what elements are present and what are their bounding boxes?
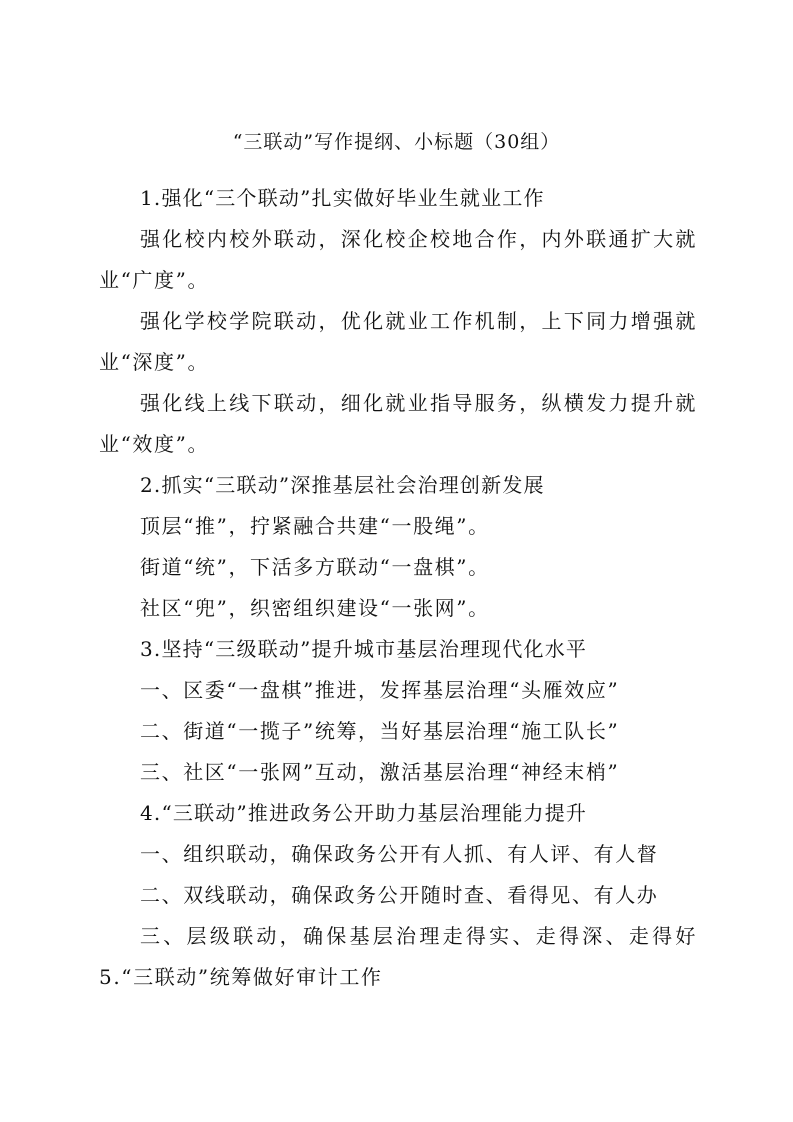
paragraph: 社区“兜”，织密组织建设“一张网”。 bbox=[140, 596, 490, 620]
paragraph: 强化学校学院联动，优化就业工作机制，上下同力增强就业“深度”。 bbox=[99, 309, 697, 374]
paragraph: 一、区委“一盘棋”推进，发挥基层治理“头雁效应” bbox=[140, 678, 620, 702]
paragraph: 强化校内校外联动，深化校企校地合作，内外联通扩大就业“广度”。 bbox=[99, 227, 697, 292]
heading-4: 4.“三联动”推进政务公开助力基层治理能力提升 bbox=[140, 801, 588, 825]
paragraph: 街道“统”，下活多方联动“一盘棋”。 bbox=[140, 555, 490, 579]
paragraph: 二、双线联动，确保政务公开随时查、看得见、有人办 bbox=[140, 883, 659, 907]
document-body bbox=[99, 178, 697, 998]
paragraph: 三、层级联动，确保基层治理走得实、走得深、走得好 5.“三联动”统筹做好审计工作 bbox=[99, 924, 697, 989]
heading-1: 1.强化“三个联动”扎实做好毕业生就业工作 bbox=[140, 186, 545, 210]
paragraph: 强化线上线下联动，细化就业指导服务，纵横发力提升就业“效度”。 bbox=[99, 391, 697, 456]
paragraph: 一、组织联动，确保政务公开有人抓、有人评、有人督 bbox=[140, 842, 659, 866]
paragraph: 三、社区“一张网”互动，激活基层治理“神经末梢” bbox=[140, 760, 620, 784]
paragraph: 顶层“推”，拧紧融合共建“一股绳”。 bbox=[140, 514, 490, 538]
paragraph: 二、街道“一揽子”统筹，当好基层治理“施工队长” bbox=[140, 719, 620, 743]
document-title: “三联动”写作提纲、小标题（30组） bbox=[232, 131, 561, 153]
heading-3: 3.坚持“三级联动”提升城市基层治理现代化水平 bbox=[140, 637, 588, 661]
heading-2: 2.抓实“三联动”深推基层社会治理创新发展 bbox=[140, 473, 545, 497]
